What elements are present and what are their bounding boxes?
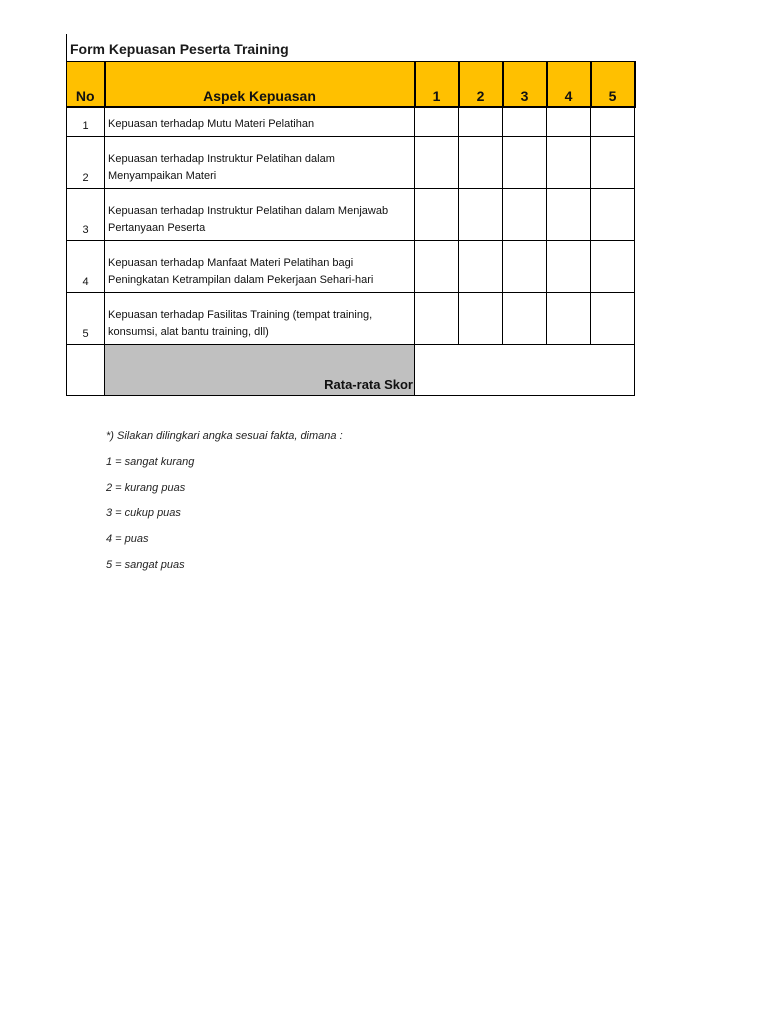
table-header-row <box>67 62 635 107</box>
header-score-2: 2 <box>459 62 503 107</box>
score-cell-2[interactable] <box>459 189 503 241</box>
average-label: Rata-rata Skor <box>105 345 415 396</box>
score-cell-4[interactable] <box>547 107 591 137</box>
scale-item-2: 2 = kurang puas <box>106 481 186 494</box>
score-cell-5[interactable] <box>591 137 635 189</box>
score-cell-3[interactable] <box>503 241 547 293</box>
table-row <box>67 137 635 189</box>
score-cell-3[interactable] <box>503 293 547 345</box>
score-cell-5[interactable] <box>591 189 635 241</box>
row-aspect-text: Kepuasan terhadap Instruktur Pelatihan dalam Menyampaikan Materi <box>105 137 415 189</box>
header-aspek: Aspek Kepuasan <box>105 62 415 107</box>
score-cell-1[interactable] <box>415 293 459 345</box>
survey-table <box>66 61 636 396</box>
score-cell-3[interactable] <box>503 137 547 189</box>
scale-item-1: 1 = sangat kurang <box>106 455 195 468</box>
score-cell-3[interactable] <box>503 189 547 241</box>
score-cell-5[interactable] <box>591 241 635 293</box>
row-aspect-text: Kepuasan terhadap Instruktur Pelatihan dalam Menjawab Pertanyaan Peserta <box>105 189 415 241</box>
row-number: 5 <box>67 293 105 345</box>
table-row <box>67 107 635 137</box>
row-aspect-text: Kepuasan terhadap Fasilitas Training (tempat training, konsumsi, alat bantu training, dll) <box>105 293 415 345</box>
header-score-3: 3 <box>503 62 547 107</box>
average-score-cell[interactable] <box>415 345 635 396</box>
table-row <box>67 189 635 241</box>
notes-intro: *) Silakan dilingkari angka sesuai fakta, dimana : <box>106 430 343 442</box>
row-number: 4 <box>67 241 105 293</box>
row-number: 3 <box>67 189 105 241</box>
score-cell-2[interactable] <box>459 293 503 345</box>
form-title: Form Kepuasan Peserta Training <box>66 34 366 62</box>
score-cell-5[interactable] <box>591 107 635 137</box>
score-cell-1[interactable] <box>415 189 459 241</box>
row-number: 2 <box>67 137 105 189</box>
score-cell-4[interactable] <box>547 137 591 189</box>
average-no-cell <box>67 345 105 396</box>
header-score-1: 1 <box>415 62 459 107</box>
score-cell-1[interactable] <box>415 137 459 189</box>
score-cell-4[interactable] <box>547 293 591 345</box>
row-number: 1 <box>67 107 105 137</box>
score-cell-4[interactable] <box>547 189 591 241</box>
row-aspect-text: Kepuasan terhadap Manfaat Materi Pelatihan bagi Peningkatan Ketrampilan dalam Pekerjaan Sehari-hari <box>105 241 415 293</box>
average-row <box>67 345 635 396</box>
score-cell-4[interactable] <box>547 241 591 293</box>
score-cell-2[interactable] <box>459 241 503 293</box>
table-row <box>67 241 635 293</box>
scale-item-4: 4 = puas <box>106 533 149 546</box>
row-aspect-text: Kepuasan terhadap Mutu Materi Pelatihan <box>105 107 415 137</box>
score-cell-3[interactable] <box>503 107 547 137</box>
score-cell-5[interactable] <box>591 293 635 345</box>
header-no: No <box>67 62 105 107</box>
header-score-4: 4 <box>547 62 591 107</box>
header-score-5: 5 <box>591 62 635 107</box>
score-cell-2[interactable] <box>459 137 503 189</box>
score-cell-2[interactable] <box>459 107 503 137</box>
score-cell-1[interactable] <box>415 107 459 137</box>
score-cell-1[interactable] <box>415 241 459 293</box>
scale-item-3: 3 = cukup puas <box>106 507 181 520</box>
scale-item-5: 5 = sangat puas <box>106 558 185 571</box>
scale-notes <box>106 426 343 581</box>
table-row <box>67 293 635 345</box>
